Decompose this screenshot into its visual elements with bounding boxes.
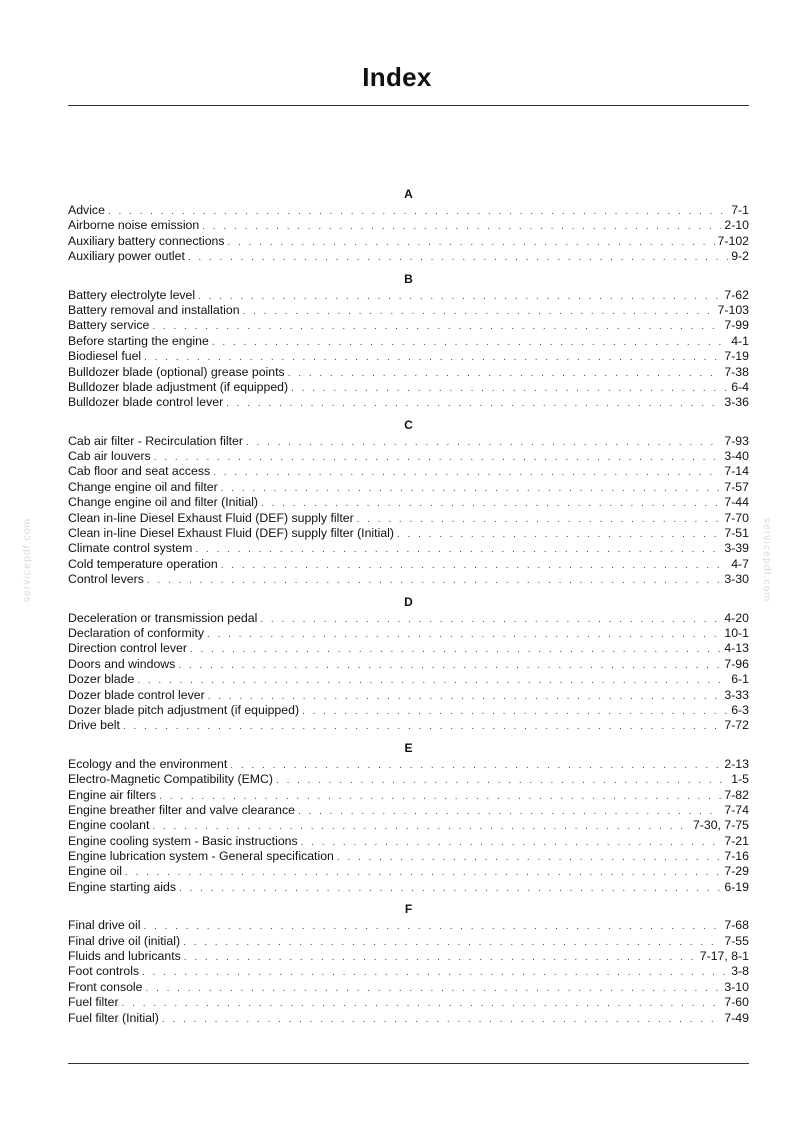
entry-label: Climate control system <box>68 541 193 556</box>
entry-page-ref[interactable]: 7-19 <box>724 349 749 364</box>
dot-leader <box>212 335 728 350</box>
index-entry[interactable] <box>68 788 749 803</box>
entry-label: Clean in-line Diesel Exhaust Fluid (DEF) supply filter (Initial) <box>68 526 394 541</box>
entry-page-ref[interactable]: 3-10 <box>724 979 749 994</box>
index-section-a <box>68 186 749 265</box>
section-letter: A <box>404 187 413 201</box>
index-entry[interactable] <box>68 434 749 449</box>
entry-page-ref[interactable]: 7-49 <box>724 1010 749 1025</box>
index-entry[interactable] <box>68 688 749 703</box>
header-rule <box>68 105 749 106</box>
index-entry[interactable] <box>68 964 749 979</box>
dot-leader <box>276 773 728 788</box>
entry-page-ref[interactable]: 10-1 <box>724 625 749 640</box>
dot-leader <box>190 642 721 657</box>
entry-label: Clean in-line Diesel Exhaust Fluid (DEF) supply filter <box>68 510 354 525</box>
watermark-left: servicepdf.com <box>21 517 33 603</box>
entry-label: Fuel filter <box>68 995 119 1010</box>
entry-page-ref[interactable]: 7-14 <box>724 464 749 479</box>
entry-page-ref[interactable]: 7-60 <box>724 995 749 1010</box>
entry-label: Final drive oil (initial) <box>68 933 181 948</box>
index-entry[interactable] <box>68 303 749 318</box>
entry-page-ref[interactable]: 4-1 <box>731 333 749 348</box>
dot-leader <box>221 558 729 573</box>
entry-label: Bulldozer blade (optional) grease points <box>68 364 285 379</box>
index-entry[interactable] <box>68 334 749 349</box>
dot-leader <box>207 627 721 642</box>
index-entry[interactable] <box>68 934 749 949</box>
entry-label: Drive belt <box>68 718 120 733</box>
index-entry[interactable] <box>68 641 749 656</box>
dot-leader <box>291 381 728 396</box>
dot-leader <box>108 204 728 219</box>
section-entries <box>68 611 749 734</box>
index-entry[interactable] <box>68 449 749 464</box>
dot-leader <box>159 789 721 804</box>
dot-leader <box>198 289 721 304</box>
dot-leader <box>213 465 721 480</box>
dot-leader <box>179 881 721 896</box>
index-entry[interactable] <box>68 511 749 526</box>
entry-page-ref[interactable]: 3-30 <box>724 572 749 587</box>
dot-leader <box>137 673 728 688</box>
index-entry[interactable] <box>68 395 749 410</box>
index-entry[interactable] <box>68 234 749 249</box>
dot-leader <box>298 804 721 819</box>
index-section-e <box>68 740 749 896</box>
entry-page-ref[interactable]: 7-17, 8-1 <box>699 949 749 964</box>
entry-page-ref[interactable]: 4-13 <box>724 641 749 656</box>
entry-page-ref[interactable]: 7-57 <box>724 479 749 494</box>
dot-leader <box>125 865 721 880</box>
entry-page-ref[interactable]: 7-72 <box>724 718 749 733</box>
entry-label: Biodiesel fuel <box>68 349 142 364</box>
entry-label: Before starting the engine <box>68 333 209 348</box>
entry-page-ref[interactable]: 7-29 <box>724 864 749 879</box>
entry-page-ref[interactable]: 3-8 <box>731 964 749 979</box>
entry-label: Foot controls <box>68 964 140 979</box>
entry-page-ref[interactable]: 7-16 <box>724 849 749 864</box>
entry-label: Airborne noise emission <box>68 218 200 233</box>
entry-page-ref[interactable]: 4-7 <box>731 556 749 571</box>
index-entry[interactable] <box>68 380 749 395</box>
dot-leader <box>261 496 721 511</box>
dot-leader <box>243 304 715 319</box>
index-entry[interactable] <box>68 1011 749 1026</box>
dot-leader <box>246 435 721 450</box>
index-list <box>68 186 749 1026</box>
entry-label: Engine coolant <box>68 818 150 833</box>
entry-page-ref[interactable]: 9-2 <box>731 249 749 264</box>
entry-page-ref[interactable]: 7-21 <box>724 833 749 848</box>
section-letter: E <box>404 740 413 755</box>
index-entry[interactable] <box>68 288 749 303</box>
entry-page-ref[interactable]: 1-5 <box>731 772 749 787</box>
index-entry[interactable] <box>68 495 749 510</box>
index-entry[interactable] <box>68 703 749 718</box>
index-entry[interactable] <box>68 995 749 1010</box>
index-entry[interactable] <box>68 572 749 587</box>
index-entry[interactable] <box>68 672 749 687</box>
entry-page-ref[interactable]: 7-99 <box>724 318 749 333</box>
dot-leader <box>122 996 722 1011</box>
index-entry[interactable] <box>68 203 749 218</box>
dot-leader <box>152 819 690 834</box>
index-entry[interactable] <box>68 526 749 541</box>
entry-page-ref[interactable]: 7-74 <box>724 802 749 817</box>
entry-label: Cab air louvers <box>68 449 151 464</box>
entry-page-ref[interactable]: 2-13 <box>724 756 749 771</box>
entry-label: Bulldozer blade control lever <box>68 395 224 410</box>
dot-leader <box>195 542 721 557</box>
entry-page-ref[interactable]: 7-102 <box>717 233 749 248</box>
section-entries <box>68 288 749 411</box>
entry-page-ref[interactable]: 2-10 <box>724 218 749 233</box>
index-entry[interactable] <box>68 864 749 879</box>
entry-page-ref[interactable]: 7-103 <box>717 302 749 317</box>
dot-leader <box>226 396 721 411</box>
index-entry[interactable] <box>68 365 749 380</box>
index-entry[interactable] <box>68 218 749 233</box>
entry-page-ref[interactable]: 7-44 <box>724 495 749 510</box>
entry-label: Engine oil <box>68 864 123 879</box>
entry-page-ref[interactable]: 7-1 <box>731 203 749 217</box>
dot-leader <box>183 935 721 950</box>
index-entry[interactable] <box>68 318 749 333</box>
index-entry[interactable] <box>68 541 749 556</box>
dot-leader <box>147 573 722 588</box>
watermark-right: servicepdf.com <box>761 517 773 603</box>
dot-leader <box>184 950 697 965</box>
dot-leader <box>228 235 715 250</box>
footer-rule <box>68 1063 749 1064</box>
entry-label: Change engine oil and filter <box>68 479 218 494</box>
index-entry[interactable] <box>68 803 749 818</box>
index-entry[interactable] <box>68 818 749 833</box>
index-section-c <box>68 417 749 588</box>
dot-leader <box>178 658 721 673</box>
entry-page-ref[interactable]: 3-36 <box>724 395 749 410</box>
entry-label: Dozer blade pitch adjustment (if equipped) <box>68 702 300 717</box>
entry-page-ref[interactable]: 7-93 <box>724 433 749 448</box>
index-entry[interactable] <box>68 918 749 933</box>
section-letter: F <box>404 902 413 917</box>
entry-label: Battery electrolyte level <box>68 287 196 302</box>
section-entries <box>68 203 749 265</box>
entry-page-ref[interactable]: 7-38 <box>724 364 749 379</box>
index-entry[interactable] <box>68 611 749 626</box>
entry-page-ref[interactable]: 7-62 <box>724 287 749 302</box>
section-letter: D <box>404 594 413 609</box>
entry-page-ref[interactable]: 6-1 <box>731 672 749 687</box>
entry-label: Battery removal and installation <box>68 302 240 317</box>
entry-page-ref[interactable]: 7-82 <box>724 787 749 802</box>
entry-page-ref[interactable]: 7-70 <box>724 510 749 525</box>
dot-leader <box>302 704 728 719</box>
index-entry[interactable] <box>68 772 749 787</box>
dot-leader <box>288 366 722 381</box>
entry-label: Engine lubrication system - General specification <box>68 849 334 864</box>
dot-leader <box>188 250 728 265</box>
index-section-b <box>68 271 749 411</box>
index-entry[interactable] <box>68 249 749 264</box>
entry-page-ref[interactable]: 7-55 <box>724 933 749 948</box>
entry-page-ref[interactable]: 3-33 <box>724 687 749 702</box>
entry-page-ref[interactable]: 4-20 <box>724 610 749 625</box>
dot-leader <box>154 450 722 465</box>
entry-label: Engine breather filter and valve clearance <box>68 802 295 817</box>
index-entry[interactable] <box>68 880 749 895</box>
entry-label: Auxiliary power outlet <box>68 249 185 264</box>
entry-label: Battery service <box>68 318 150 333</box>
dot-leader <box>397 527 721 542</box>
entry-page-ref[interactable]: 7-96 <box>724 656 749 671</box>
section-letter: C <box>404 417 413 432</box>
index-entry[interactable] <box>68 849 749 864</box>
dot-leader <box>202 219 721 234</box>
entry-page-ref[interactable]: 3-40 <box>724 449 749 464</box>
dot-leader <box>357 512 722 527</box>
entry-label: Engine cooling system - Basic instructions <box>68 833 298 848</box>
dot-leader <box>260 612 721 627</box>
entry-label: Doors and windows <box>68 656 176 671</box>
index-section-f <box>68 901 749 1026</box>
entry-label: Advice <box>68 203 105 217</box>
dot-leader <box>142 965 728 980</box>
page-title: Index <box>362 62 432 92</box>
index-section-d <box>68 594 749 734</box>
entry-label: Control levers <box>68 572 144 587</box>
section-letter: B <box>404 271 413 286</box>
index-entry[interactable] <box>68 980 749 995</box>
index-entry[interactable] <box>68 626 749 641</box>
dot-leader <box>337 850 721 865</box>
index-entry[interactable] <box>68 757 749 772</box>
dot-leader <box>143 919 721 934</box>
entry-label: Final drive oil <box>68 918 141 933</box>
entry-label: Ecology and the environment <box>68 756 228 771</box>
entry-label: Engine starting aids <box>68 879 177 894</box>
entry-page-ref[interactable]: 7-68 <box>724 918 749 933</box>
index-entry[interactable] <box>68 557 749 572</box>
entry-page-ref[interactable]: 6-3 <box>731 702 749 717</box>
index-entry[interactable] <box>68 464 749 479</box>
dot-leader <box>221 481 722 496</box>
index-entry[interactable] <box>68 834 749 849</box>
entry-label: Front console <box>68 979 143 994</box>
index-entry[interactable] <box>68 349 749 364</box>
index-entry[interactable] <box>68 480 749 495</box>
dot-leader <box>230 758 721 773</box>
index-entry[interactable] <box>68 718 749 733</box>
dot-leader <box>152 319 721 334</box>
entry-label: Change engine oil and filter (Initial) <box>68 495 259 510</box>
entry-label: Bulldozer blade adjustment (if equipped) <box>68 379 289 394</box>
dot-leader <box>123 719 721 734</box>
dot-leader <box>144 350 721 365</box>
dot-leader <box>301 835 722 850</box>
entry-label: Dozer blade <box>68 672 135 687</box>
entry-page-ref[interactable]: 3-39 <box>724 541 749 556</box>
entry-label: Fuel filter (Initial) <box>68 1010 159 1025</box>
entry-label: Electro-Magnetic Compatibility (EMC) <box>68 772 274 787</box>
section-entries <box>68 918 749 1026</box>
index-entry[interactable] <box>68 949 749 964</box>
entry-label: Dozer blade control lever <box>68 687 205 702</box>
dot-leader <box>146 981 722 996</box>
entry-label: Cab air filter - Recirculation filter <box>68 433 243 448</box>
section-entries <box>68 757 749 896</box>
entry-label: Direction control lever <box>68 641 187 656</box>
entry-page-ref[interactable]: 7-30, 7-75 <box>692 818 749 833</box>
entry-label: Engine air filters <box>68 787 157 802</box>
entry-page-ref[interactable]: 6-4 <box>731 379 749 394</box>
entry-label: Deceleration or transmission pedal <box>68 610 258 625</box>
entry-label: Cold temperature operation <box>68 556 218 571</box>
entry-label: Declaration of conformity <box>68 625 205 640</box>
entry-label: Fluids and lubricants <box>68 949 181 964</box>
dot-leader <box>162 1012 721 1027</box>
dot-leader <box>208 689 722 704</box>
entry-label: Cab floor and seat access <box>68 464 211 479</box>
entry-page-ref[interactable]: 7-51 <box>724 526 749 541</box>
entry-page-ref[interactable]: 6-19 <box>724 879 749 894</box>
index-entry[interactable] <box>68 657 749 672</box>
entry-label: Auxiliary battery connections <box>68 233 225 248</box>
section-entries <box>68 434 749 588</box>
